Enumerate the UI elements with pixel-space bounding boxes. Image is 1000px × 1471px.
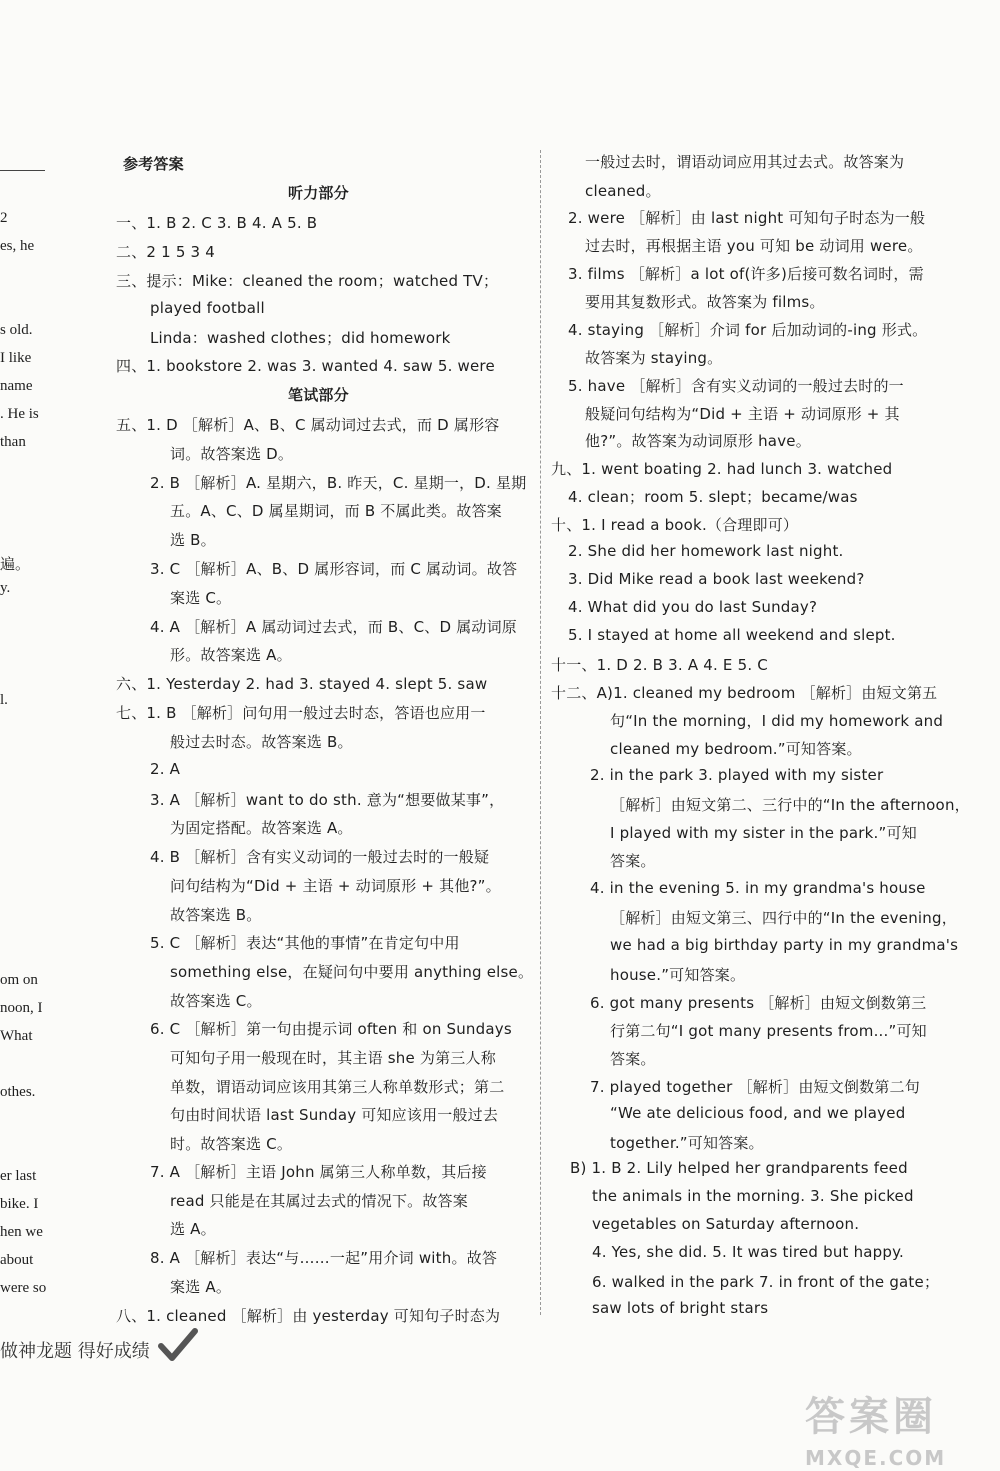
- cropped-text-fragment: . He is: [0, 406, 39, 422]
- answer-line: 3. A ［解析］want to do sth. 意为“想要做某事”，: [150, 791, 505, 809]
- answer-line: 般过去时态。故答案选 B。: [170, 733, 353, 751]
- answer-line: 故答案选 C。: [170, 992, 262, 1010]
- cropped-text-fragment: than: [0, 434, 26, 450]
- answer-line: read 只能是在其属过去式的情况下。故答案: [170, 1192, 468, 1210]
- answer-line: 七、1. B ［解析］问句用一般过去时态，答语也应用一: [116, 704, 486, 722]
- answer-line: 案选 C。: [170, 589, 232, 607]
- cropped-text-fragment: noon, I: [0, 1000, 43, 1016]
- cropped-text-fragment: bike. I: [0, 1196, 39, 1212]
- answer-line: 4. A ［解析］A 属动词过去式，而 B、C、D 属动词原: [150, 618, 517, 636]
- answer-line: 3. C ［解析］A、B、D 属形容词，而 C 属动词。故答: [150, 560, 518, 578]
- answer-line: 三、提示：Mike：cleaned the room；watched TV；: [116, 272, 499, 290]
- answer-line: 可知句子用一般现在时，其主语 she 为第三人称: [170, 1049, 496, 1067]
- answer-line: 2. in the park 3. played with my sister: [590, 766, 884, 784]
- cropped-text-fragment: othes.: [0, 1084, 36, 1100]
- answer-line: 4. in the evening 5. in my grandma's house: [590, 879, 926, 897]
- answer-line: 6. got many presents ［解析］由短文倒数第三: [590, 994, 927, 1012]
- answer-line: 句由时间状语 last Sunday 可知应该用一般过去: [170, 1106, 499, 1124]
- answer-line: 5. C ［解析］表达“其他的事情”在肯定句中用: [150, 934, 460, 952]
- watermark: [805, 1385, 965, 1470]
- answer-line: “We ate delicious food, and we played: [610, 1104, 906, 1122]
- answer-line: house.”可知答案。: [610, 966, 746, 984]
- answer-line: 2. She did her homework last night.: [568, 542, 844, 560]
- watermark-url: MXQE.COM: [805, 1446, 947, 1470]
- answer-line: 4. clean；room 5. slept；became/was: [568, 488, 858, 506]
- cropped-text-fragment: l.: [0, 692, 8, 708]
- answer-line: vegetables on Saturday afternoon.: [592, 1215, 860, 1233]
- answer-line: 单数，谓语动词应该用其第三人称单数形式；第二: [170, 1078, 505, 1096]
- cropped-text-fragment: 遍。: [0, 557, 31, 573]
- column-divider: [540, 150, 541, 1315]
- answer-line: 2. A: [150, 760, 181, 778]
- checkmark-icon: [158, 1328, 198, 1362]
- answer-line: 5. have ［解析］含有实义动词的一般过去时的一: [568, 377, 904, 395]
- answer-line: 形。故答案选 A。: [170, 646, 292, 664]
- answer-line: 4. B ［解析］含有实义动词的一般过去时的一般疑: [150, 848, 490, 866]
- cropped-text-fragment: What: [0, 1028, 33, 1044]
- cropped-text-fragment: were so: [0, 1280, 47, 1296]
- answer-line: 笔试部分: [288, 386, 349, 404]
- answer-line: 十、1. I read a book.（合理即可）: [551, 516, 799, 534]
- answer-line: 十二、A)1. cleaned my bedroom ［解析］由短文第五: [551, 684, 938, 702]
- answer-line: 问句结构为“Did + 主语 + 动词原形 + 其他?”。: [170, 877, 501, 895]
- answer-line: 参考答案: [123, 155, 184, 173]
- answer-line: played football: [150, 299, 265, 317]
- answer-line: cleaned my bedroom.”可知答案。: [610, 740, 862, 758]
- watermark-text: 答案圈: [805, 1394, 937, 1440]
- answer-line: 4. staying ［解析］介词 for 后加动词的-ing 形式。: [568, 321, 928, 339]
- answer-line: 选 A。: [170, 1220, 216, 1238]
- answer-line: 故答案选 B。: [170, 906, 262, 924]
- answer-line: ［解析］由短文第二、三行中的“In the afternoon，: [610, 796, 970, 814]
- cropped-text-fragment: s old.: [0, 322, 33, 338]
- answer-line: 4. What did you do last Sunday?: [568, 598, 818, 616]
- cropped-text-fragment: I like: [0, 350, 32, 366]
- answer-line: 案选 A。: [170, 1278, 232, 1296]
- answer-line: 答案。: [610, 1050, 656, 1068]
- answer-line: 为固定搭配。故答案选 A。: [170, 819, 353, 837]
- answer-line: 7. played together ［解析］由短文倒数第二句: [590, 1078, 920, 1096]
- answer-line: 行第二句“I got many presents from...”可知: [610, 1022, 927, 1040]
- cropped-text-fragment: about: [0, 1252, 34, 1268]
- answer-line: 一、1. B 2. C 3. B 4. A 5. B: [116, 214, 318, 232]
- answer-line: 五。A、C、D 属星期词，而 B 不属此类。故答案: [170, 502, 502, 520]
- answer-line: 2. B ［解析］A. 星期六，B. 昨天，C. 星期一，D. 星期: [150, 474, 527, 492]
- cropped-text-fragment: name: [0, 378, 33, 394]
- answer-line: together.”可知答案。: [610, 1134, 764, 1152]
- footer-slogan: 做神龙题 得好成绩: [0, 1341, 150, 1362]
- answer-line: I played with my sister in the park.”可知: [610, 824, 917, 842]
- answer-line: B) 1. B 2. Lily helped her grandparents feed: [570, 1159, 908, 1177]
- answer-line: we had a big birthday party in my grandma's: [610, 936, 959, 954]
- answer-line: 十一、1. D 2. B 3. A 4. E 5. C: [551, 656, 768, 674]
- answer-line: 词。故答案选 D。: [170, 445, 294, 463]
- answer-line: something else，在疑问句中要用 anything else。: [170, 963, 534, 981]
- answer-line: 般疑问句结构为“Did + 主语 + 动词原形 + 其: [585, 405, 900, 423]
- answer-line: 2. were ［解析］由 last night 可知句子时态为一般: [568, 209, 926, 227]
- answer-line: 3. Did Mike read a book last weekend?: [568, 570, 865, 588]
- cropped-text-fragment: 2: [0, 210, 8, 226]
- answer-line: 六、1. Yesterday 2. had 3. stayed 4. slept 5. saw: [116, 675, 488, 693]
- answer-line: 6. C ［解析］第一句由提示词 often 和 on Sundays: [150, 1020, 512, 1038]
- cropped-text-fragment: om on: [0, 972, 38, 988]
- answer-line: 3. films ［解析］a lot of(许多)后接可数名词时，需: [568, 265, 924, 283]
- answer-line: 5. I stayed at home all weekend and slept.: [568, 626, 896, 644]
- answer-line: 7. A ［解析］主语 John 属第三人称单数，其后接: [150, 1163, 487, 1181]
- answer-line: cleaned。: [585, 182, 661, 200]
- answer-line: 四、1. bookstore 2. was 3. wanted 4. saw 5. were: [116, 357, 495, 375]
- answer-line: 6. walked in the park 7. in front of the gate；: [592, 1273, 940, 1291]
- answer-line: 故答案为 staying。: [585, 349, 723, 367]
- answer-line: Linda：washed clothes；did homework: [150, 329, 451, 347]
- left-edge-rule: [0, 170, 45, 171]
- answer-line: 他?”。故答案为动词原形 have。: [585, 432, 811, 450]
- answer-line: 一般过去时，谓语动词应用其过去式。故答案为: [585, 153, 905, 171]
- answer-line: the animals in the morning. 3. She picked: [592, 1187, 914, 1205]
- cropped-text-fragment: es, he: [0, 238, 35, 254]
- cropped-text-fragment: y.: [0, 580, 11, 596]
- answer-line: 8. A ［解析］表达“与……一起”用介词 with。故答: [150, 1249, 498, 1267]
- answer-line: saw lots of bright stars: [592, 1299, 769, 1317]
- answer-line: 九、1. went boating 2. had lunch 3. watched: [551, 460, 893, 478]
- answer-line: 要用其复数形式。故答案为 films。: [585, 293, 825, 311]
- answer-line: 4. Yes, she did. 5. It was tired but happy.: [592, 1243, 905, 1261]
- cropped-text-fragment: er last: [0, 1168, 37, 1184]
- answer-line: 听力部分: [288, 184, 349, 202]
- answer-line: 过去时，再根据主语 you 可知 be 动词用 were。: [585, 237, 923, 255]
- answer-line: 答案。: [610, 852, 656, 870]
- answer-line: ［解析］由短文第三、四行中的“In the evening，: [610, 909, 957, 927]
- answer-line: 五、1. D ［解析］A、B、C 属动词过去式，而 D 属形容: [116, 416, 500, 434]
- answer-line: 选 B。: [170, 531, 216, 549]
- answer-line: 时。故答案选 C。: [170, 1135, 293, 1153]
- answer-line: 二、2 1 5 3 4: [116, 243, 215, 261]
- cropped-text-fragment: hen we: [0, 1224, 43, 1240]
- answer-line: 八、1. cleaned ［解析］由 yesterday 可知句子时态为: [116, 1307, 501, 1325]
- answer-line: 句“In the morning，I did my homework and: [610, 712, 944, 730]
